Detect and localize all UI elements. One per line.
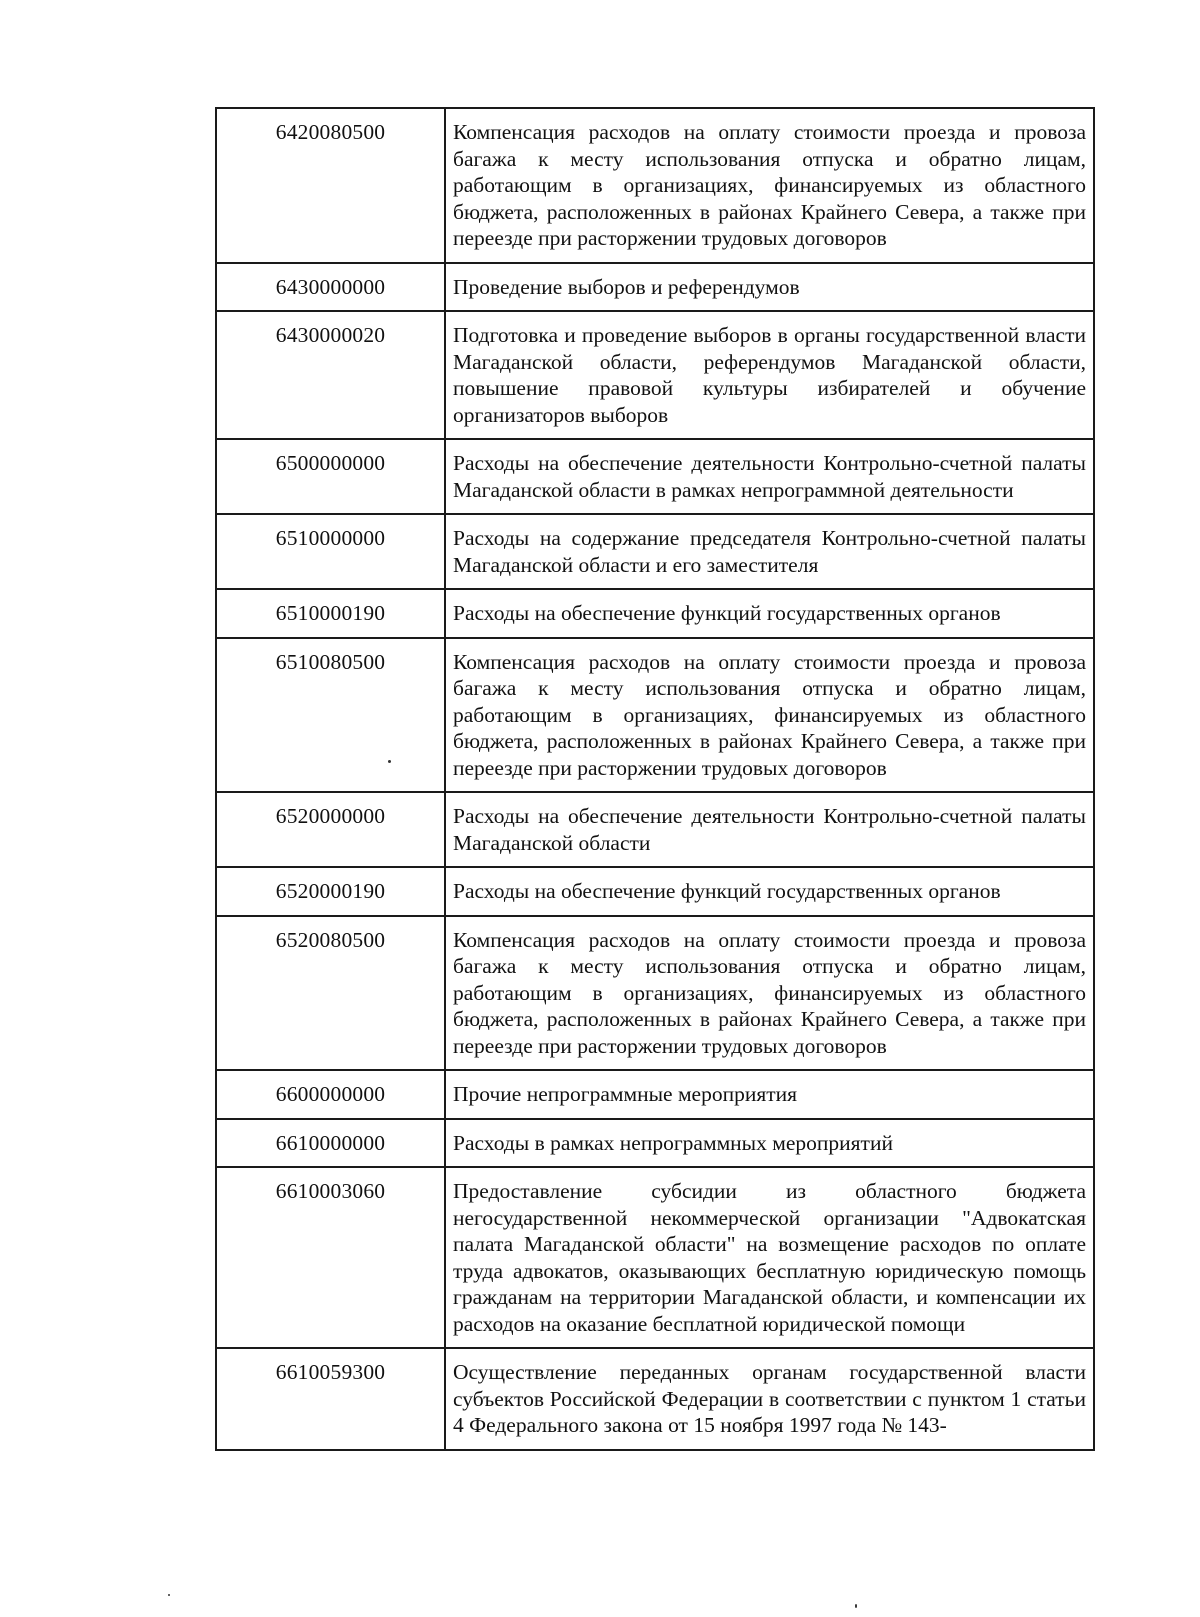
scan-speck xyxy=(855,1604,857,1608)
scan-speck xyxy=(168,1594,170,1596)
table-row xyxy=(216,867,1094,916)
table-row xyxy=(216,1348,1094,1450)
row-name: Компенсация расходов на оплату стоимости проезда и провоза багажа к месту использования отпуска и обратно лицам, работающим в организациях, финансируемых из областного бюджета, расположенных в районах Крайнего Севера, а также при переезде при расторжении трудовых договоров xyxy=(445,638,1094,793)
row-name: Прочие непрограммные мероприятия xyxy=(445,1070,1094,1119)
row-name: Компенсация расходов на оплату стоимости проезда и провоза багажа к месту использования отпуска и обратно лицам, работающим в организациях, финансируемых из областного бюджета, расположенных в районах Крайнего Севера, а также при переезде при расторжении трудовых договоров xyxy=(445,916,1094,1071)
table-row xyxy=(216,1070,1094,1119)
table-row xyxy=(216,311,1094,439)
table-row xyxy=(216,514,1094,589)
row-name: Предоставление субсидии из областного бюджета негосударственной некоммерческой организации "Адвокатская палата Магаданской области" на возмещение расходов по оплате труда адвокатов, оказывающих бесплатную юридическую помощь гражданам на территории Магаданской области, и компенсации их расходов на оказание бесплатной юридической помощи xyxy=(445,1167,1094,1348)
row-code: 6510000190 xyxy=(216,589,445,638)
row-code: 6510080500 xyxy=(216,638,445,793)
row-name: Расходы на обеспечение деятельности Контрольно-счетной палаты Магаданской области xyxy=(445,792,1094,867)
row-code: 6430000000 xyxy=(216,263,445,312)
budget-classification-table xyxy=(215,107,1095,1451)
table-row xyxy=(216,1167,1094,1348)
table-row xyxy=(216,792,1094,867)
row-name: Компенсация расходов на оплату стоимости проезда и провоза багажа к месту использования отпуска и обратно лицам, работающим в организациях, финансируемых из областного бюджета, расположенных в районах Крайнего Севера, а также при переезде при расторжении трудовых договоров xyxy=(445,108,1094,263)
table-row xyxy=(216,916,1094,1071)
table-row xyxy=(216,439,1094,514)
row-code: 6520080500 xyxy=(216,916,445,1071)
row-name: Расходы в рамках непрограммных мероприятий xyxy=(445,1119,1094,1168)
row-name: Расходы на обеспечение функций государственных органов xyxy=(445,867,1094,916)
table-row xyxy=(216,108,1094,263)
row-name: Подготовка и проведение выборов в органы государственной власти Магаданской области, референдумов Магаданской области, повышение правовой культуры избирателей и обучение организаторов выборов xyxy=(445,311,1094,439)
table-row xyxy=(216,1119,1094,1168)
row-code: 6610059300 xyxy=(216,1348,445,1450)
row-name: Расходы на обеспечение деятельности Контрольно-счетной палаты Магаданской области в рамках непрограммной деятельности xyxy=(445,439,1094,514)
row-name: Осуществление переданных органам государственной власти субъектов Российской Федерации в соответствии с пунктом 1 статьи 4 Федерального закона от 15 ноября 1997 года № 143- xyxy=(445,1348,1094,1450)
row-name: Проведение выборов и референдумов xyxy=(445,263,1094,312)
row-name: Расходы на обеспечение функций государственных органов xyxy=(445,589,1094,638)
scan-speck xyxy=(388,760,391,763)
row-code: 6610003060 xyxy=(216,1167,445,1348)
row-code: 6500000000 xyxy=(216,439,445,514)
row-code: 6520000000 xyxy=(216,792,445,867)
table-row xyxy=(216,638,1094,793)
row-code: 6430000020 xyxy=(216,311,445,439)
row-code: 6520000190 xyxy=(216,867,445,916)
table-row xyxy=(216,589,1094,638)
row-name: Расходы на содержание председателя Контрольно-счетной палаты Магаданской области и его заместителя xyxy=(445,514,1094,589)
row-code: 6510000000 xyxy=(216,514,445,589)
row-code: 6420080500 xyxy=(216,108,445,263)
table-row xyxy=(216,263,1094,312)
row-code: 6610000000 xyxy=(216,1119,445,1168)
row-code: 6600000000 xyxy=(216,1070,445,1119)
